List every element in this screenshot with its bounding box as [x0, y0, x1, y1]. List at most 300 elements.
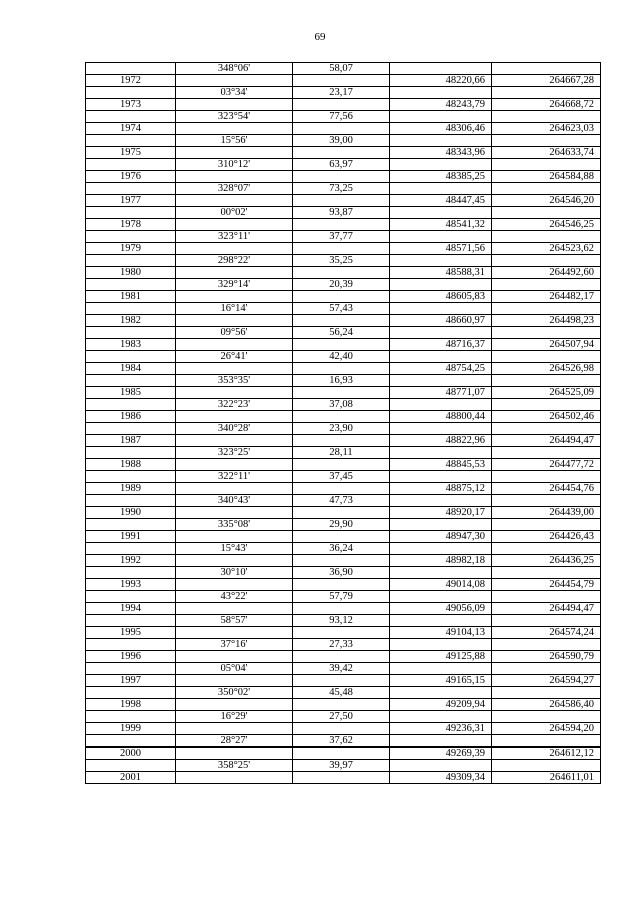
x-coordinate-cell — [390, 399, 492, 411]
x-coordinate-cell — [390, 471, 492, 483]
distance-cell — [293, 483, 390, 495]
bearing-cell — [176, 603, 293, 615]
bearing-cell: 323°54' — [176, 111, 293, 123]
y-coordinate-cell — [492, 543, 601, 555]
bearing-cell — [176, 579, 293, 591]
distance-cell: 37,08 — [293, 399, 390, 411]
y-coordinate-cell — [492, 591, 601, 603]
x-coordinate-cell — [390, 327, 492, 339]
y-coordinate-cell — [492, 495, 601, 507]
year-cell: 1998 — [86, 699, 176, 711]
y-coordinate-cell: 264498,23 — [492, 315, 601, 327]
year-cell — [86, 663, 176, 675]
bearing-cell — [176, 531, 293, 543]
distance-cell: 23,17 — [293, 87, 390, 99]
x-coordinate-cell: 49104,13 — [390, 627, 492, 639]
bearing-cell: 58°57' — [176, 615, 293, 627]
y-coordinate-cell: 264584,88 — [492, 171, 601, 183]
bearing-cell: 348°06' — [176, 63, 293, 75]
year-cell — [86, 423, 176, 435]
table-row — [86, 760, 601, 772]
distance-cell: 57,43 — [293, 303, 390, 315]
x-coordinate-cell: 48800,44 — [390, 411, 492, 423]
bearing-cell: 323°25' — [176, 447, 293, 459]
y-coordinate-cell: 264507,94 — [492, 339, 601, 351]
distance-cell: 37,62 — [293, 735, 390, 748]
table-row — [86, 615, 601, 627]
x-coordinate-cell: 48447,45 — [390, 195, 492, 207]
x-coordinate-cell: 49165,15 — [390, 675, 492, 687]
table-row — [86, 675, 601, 687]
bearing-cell — [176, 99, 293, 111]
table-row — [86, 591, 601, 603]
x-coordinate-cell — [390, 423, 492, 435]
distance-cell — [293, 435, 390, 447]
x-coordinate-cell — [390, 447, 492, 459]
table-row — [86, 772, 601, 784]
year-cell: 1993 — [86, 579, 176, 591]
distance-cell: 56,24 — [293, 327, 390, 339]
table-row — [86, 87, 601, 99]
year-cell: 1978 — [86, 219, 176, 231]
x-coordinate-cell — [390, 207, 492, 219]
x-coordinate-cell: 48982,18 — [390, 555, 492, 567]
table-row — [86, 375, 601, 387]
x-coordinate-cell: 48660,97 — [390, 315, 492, 327]
distance-cell: 36,24 — [293, 543, 390, 555]
y-coordinate-cell — [492, 663, 601, 675]
y-coordinate-cell: 264482,17 — [492, 291, 601, 303]
distance-cell — [293, 507, 390, 519]
distance-cell — [293, 315, 390, 327]
table-row — [86, 327, 601, 339]
table-row — [86, 339, 601, 351]
bearing-cell — [176, 75, 293, 87]
y-coordinate-cell — [492, 159, 601, 171]
y-coordinate-cell — [492, 183, 601, 195]
bearing-cell — [176, 195, 293, 207]
year-cell: 1997 — [86, 675, 176, 687]
bearing-cell: 00°02' — [176, 207, 293, 219]
year-cell — [86, 543, 176, 555]
distance-cell: 57,79 — [293, 591, 390, 603]
distance-cell — [293, 75, 390, 87]
table-row — [86, 387, 601, 399]
x-coordinate-cell — [390, 615, 492, 627]
year-cell — [86, 471, 176, 483]
table-row — [86, 747, 601, 760]
distance-cell — [293, 772, 390, 784]
year-cell: 2000 — [86, 747, 176, 760]
coordinates-table-body — [86, 63, 601, 784]
year-cell: 1974 — [86, 123, 176, 135]
year-cell: 1981 — [86, 291, 176, 303]
table-row — [86, 195, 601, 207]
y-coordinate-cell — [492, 135, 601, 147]
x-coordinate-cell — [390, 63, 492, 75]
y-coordinate-cell — [492, 111, 601, 123]
year-cell: 1990 — [86, 507, 176, 519]
year-cell — [86, 567, 176, 579]
year-cell — [86, 351, 176, 363]
distance-cell — [293, 147, 390, 159]
y-coordinate-cell — [492, 87, 601, 99]
distance-cell — [293, 219, 390, 231]
year-cell: 1976 — [86, 171, 176, 183]
bearing-cell: 310°12' — [176, 159, 293, 171]
bearing-cell — [176, 675, 293, 687]
y-coordinate-cell: 264439,00 — [492, 507, 601, 519]
bearing-cell — [176, 363, 293, 375]
x-coordinate-cell — [390, 231, 492, 243]
table-row — [86, 363, 601, 375]
year-cell: 1987 — [86, 435, 176, 447]
table-row — [86, 111, 601, 123]
table-row — [86, 99, 601, 111]
table-row — [86, 519, 601, 531]
bearing-cell — [176, 747, 293, 760]
bearing-cell — [176, 267, 293, 279]
y-coordinate-cell: 264590,79 — [492, 651, 601, 663]
x-coordinate-cell — [390, 591, 492, 603]
year-cell — [86, 327, 176, 339]
table-row — [86, 603, 601, 615]
year-cell — [86, 519, 176, 531]
table-row — [86, 567, 601, 579]
distance-cell: 37,77 — [293, 231, 390, 243]
year-cell: 1984 — [86, 363, 176, 375]
year-cell — [86, 495, 176, 507]
y-coordinate-cell: 264494,47 — [492, 435, 601, 447]
year-cell: 1983 — [86, 339, 176, 351]
y-coordinate-cell: 264477,72 — [492, 459, 601, 471]
year-cell: 1999 — [86, 723, 176, 735]
table-row — [86, 399, 601, 411]
y-coordinate-cell — [492, 375, 601, 387]
table-row — [86, 687, 601, 699]
y-coordinate-cell — [492, 231, 601, 243]
distance-cell: 16,93 — [293, 375, 390, 387]
distance-cell: 39,00 — [293, 135, 390, 147]
year-cell: 1996 — [86, 651, 176, 663]
y-coordinate-cell — [492, 735, 601, 748]
y-coordinate-cell: 264494,47 — [492, 603, 601, 615]
table-row — [86, 495, 601, 507]
bearing-cell: 340°28' — [176, 423, 293, 435]
year-cell — [86, 87, 176, 99]
x-coordinate-cell: 48875,12 — [390, 483, 492, 495]
distance-cell — [293, 603, 390, 615]
year-cell — [86, 63, 176, 75]
bearing-cell: 28°27' — [176, 735, 293, 748]
y-coordinate-cell — [492, 447, 601, 459]
x-coordinate-cell: 49236,31 — [390, 723, 492, 735]
bearing-cell — [176, 411, 293, 423]
y-coordinate-cell: 264454,79 — [492, 579, 601, 591]
bearing-cell: 335°08' — [176, 519, 293, 531]
bearing-cell: 37°16' — [176, 639, 293, 651]
year-cell: 1973 — [86, 99, 176, 111]
table-row — [86, 231, 601, 243]
distance-cell — [293, 627, 390, 639]
distance-cell: 63,97 — [293, 159, 390, 171]
bearing-cell: 30°10' — [176, 567, 293, 579]
distance-cell — [293, 699, 390, 711]
year-cell: 1994 — [86, 603, 176, 615]
distance-cell: 42,40 — [293, 351, 390, 363]
x-coordinate-cell: 48220,66 — [390, 75, 492, 87]
table-row — [86, 639, 601, 651]
year-cell: 1995 — [86, 627, 176, 639]
year-cell: 1988 — [86, 459, 176, 471]
y-coordinate-cell: 264633,74 — [492, 147, 601, 159]
table-row — [86, 351, 601, 363]
y-coordinate-cell: 264436,25 — [492, 555, 601, 567]
x-coordinate-cell — [390, 159, 492, 171]
x-coordinate-cell — [390, 567, 492, 579]
bearing-cell: 15°56' — [176, 135, 293, 147]
table-row — [86, 531, 601, 543]
x-coordinate-cell — [390, 183, 492, 195]
table-row — [86, 543, 601, 555]
table-row — [86, 723, 601, 735]
coordinates-table — [85, 62, 601, 784]
x-coordinate-cell — [390, 375, 492, 387]
bearing-cell: 05°04' — [176, 663, 293, 675]
year-cell: 1985 — [86, 387, 176, 399]
distance-cell — [293, 651, 390, 663]
distance-cell: 93,87 — [293, 207, 390, 219]
y-coordinate-cell — [492, 639, 601, 651]
bearing-cell — [176, 291, 293, 303]
year-cell — [86, 375, 176, 387]
bearing-cell: 298°22' — [176, 255, 293, 267]
bearing-cell — [176, 171, 293, 183]
y-coordinate-cell: 264667,28 — [492, 75, 601, 87]
year-cell: 1975 — [86, 147, 176, 159]
distance-cell — [293, 123, 390, 135]
table-row — [86, 411, 601, 423]
table-row — [86, 735, 601, 748]
table-row — [86, 267, 601, 279]
table-row — [86, 291, 601, 303]
bearing-cell: 15°43' — [176, 543, 293, 555]
y-coordinate-cell — [492, 519, 601, 531]
distance-cell: 23,90 — [293, 423, 390, 435]
distance-cell: 73,25 — [293, 183, 390, 195]
bearing-cell — [176, 627, 293, 639]
y-coordinate-cell — [492, 423, 601, 435]
x-coordinate-cell: 48571,56 — [390, 243, 492, 255]
year-cell — [86, 735, 176, 748]
year-cell — [86, 279, 176, 291]
year-cell — [86, 591, 176, 603]
table-row — [86, 207, 601, 219]
x-coordinate-cell: 48541,32 — [390, 219, 492, 231]
bearing-cell: 350°02' — [176, 687, 293, 699]
y-coordinate-cell: 264611,01 — [492, 772, 601, 784]
bearing-cell — [176, 772, 293, 784]
table-row — [86, 627, 601, 639]
x-coordinate-cell — [390, 255, 492, 267]
y-coordinate-cell: 264586,40 — [492, 699, 601, 711]
x-coordinate-cell: 48822,96 — [390, 435, 492, 447]
y-coordinate-cell: 264526,98 — [492, 363, 601, 375]
table-row — [86, 663, 601, 675]
table-row — [86, 135, 601, 147]
distance-cell — [293, 195, 390, 207]
year-cell — [86, 111, 176, 123]
bearing-cell: 323°11' — [176, 231, 293, 243]
y-coordinate-cell: 264525,09 — [492, 387, 601, 399]
y-coordinate-cell — [492, 711, 601, 723]
x-coordinate-cell — [390, 687, 492, 699]
bearing-cell: 09°56' — [176, 327, 293, 339]
bearing-cell: 322°23' — [176, 399, 293, 411]
y-coordinate-cell — [492, 207, 601, 219]
y-coordinate-cell: 264546,20 — [492, 195, 601, 207]
bearing-cell: 340°43' — [176, 495, 293, 507]
year-cell — [86, 255, 176, 267]
x-coordinate-cell: 48771,07 — [390, 387, 492, 399]
distance-cell: 20,39 — [293, 279, 390, 291]
year-cell: 1977 — [86, 195, 176, 207]
y-coordinate-cell: 264454,76 — [492, 483, 601, 495]
year-cell: 2001 — [86, 772, 176, 784]
bearing-cell — [176, 387, 293, 399]
x-coordinate-cell: 48716,37 — [390, 339, 492, 351]
distance-cell — [293, 99, 390, 111]
bearing-cell: 353°35' — [176, 375, 293, 387]
table-row — [86, 75, 601, 87]
y-coordinate-cell: 264668,72 — [492, 99, 601, 111]
bearing-cell: 43°22' — [176, 591, 293, 603]
bearing-cell — [176, 723, 293, 735]
bearing-cell — [176, 483, 293, 495]
bearing-cell — [176, 123, 293, 135]
distance-cell: 58,07 — [293, 63, 390, 75]
distance-cell: 39,42 — [293, 663, 390, 675]
distance-cell — [293, 291, 390, 303]
bearing-cell: 322°11' — [176, 471, 293, 483]
table-row — [86, 63, 601, 75]
table-row — [86, 279, 601, 291]
table-row — [86, 447, 601, 459]
table-row — [86, 147, 601, 159]
distance-cell — [293, 675, 390, 687]
year-cell — [86, 615, 176, 627]
x-coordinate-cell: 48588,31 — [390, 267, 492, 279]
distance-cell: 93,12 — [293, 615, 390, 627]
x-coordinate-cell — [390, 495, 492, 507]
table-row — [86, 471, 601, 483]
table-row — [86, 255, 601, 267]
distance-cell — [293, 171, 390, 183]
distance-cell — [293, 411, 390, 423]
distance-cell — [293, 579, 390, 591]
x-coordinate-cell: 49269,39 — [390, 747, 492, 760]
y-coordinate-cell — [492, 327, 601, 339]
distance-cell — [293, 459, 390, 471]
x-coordinate-cell — [390, 87, 492, 99]
bearing-cell — [176, 315, 293, 327]
year-cell: 1980 — [86, 267, 176, 279]
distance-cell: 28,11 — [293, 447, 390, 459]
year-cell — [86, 135, 176, 147]
year-cell — [86, 711, 176, 723]
distance-cell — [293, 747, 390, 760]
y-coordinate-cell — [492, 255, 601, 267]
bearing-cell: 328°07' — [176, 183, 293, 195]
y-coordinate-cell — [492, 760, 601, 772]
distance-cell — [293, 531, 390, 543]
y-coordinate-cell — [492, 63, 601, 75]
x-coordinate-cell: 48306,46 — [390, 123, 492, 135]
distance-cell: 39,97 — [293, 760, 390, 772]
x-coordinate-cell: 48845,53 — [390, 459, 492, 471]
bearing-cell: 329°14' — [176, 279, 293, 291]
bearing-cell: 26°41' — [176, 351, 293, 363]
table-row — [86, 303, 601, 315]
x-coordinate-cell — [390, 519, 492, 531]
distance-cell — [293, 267, 390, 279]
bearing-cell: 16°29' — [176, 711, 293, 723]
table-row — [86, 171, 601, 183]
y-coordinate-cell — [492, 567, 601, 579]
x-coordinate-cell — [390, 543, 492, 555]
y-coordinate-cell — [492, 687, 601, 699]
year-cell — [86, 207, 176, 219]
x-coordinate-cell — [390, 760, 492, 772]
x-coordinate-cell — [390, 735, 492, 748]
table-row — [86, 183, 601, 195]
x-coordinate-cell — [390, 303, 492, 315]
bearing-cell — [176, 339, 293, 351]
bearing-cell — [176, 243, 293, 255]
table-row — [86, 315, 601, 327]
distance-cell — [293, 387, 390, 399]
year-cell: 1992 — [86, 555, 176, 567]
distance-cell: 29,90 — [293, 519, 390, 531]
year-cell: 1986 — [86, 411, 176, 423]
x-coordinate-cell: 48243,79 — [390, 99, 492, 111]
year-cell — [86, 303, 176, 315]
distance-cell — [293, 555, 390, 567]
y-coordinate-cell: 264502,46 — [492, 411, 601, 423]
table-row — [86, 483, 601, 495]
y-coordinate-cell: 264623,03 — [492, 123, 601, 135]
page-number: 69 — [314, 31, 326, 43]
x-coordinate-cell: 49056,09 — [390, 603, 492, 615]
distance-cell — [293, 363, 390, 375]
table-row — [86, 507, 601, 519]
x-coordinate-cell: 49309,34 — [390, 772, 492, 784]
bearing-cell — [176, 435, 293, 447]
bearing-cell — [176, 459, 293, 471]
y-coordinate-cell — [492, 303, 601, 315]
distance-cell — [293, 339, 390, 351]
x-coordinate-cell — [390, 279, 492, 291]
bearing-cell — [176, 555, 293, 567]
distance-cell — [293, 243, 390, 255]
table-row — [86, 219, 601, 231]
x-coordinate-cell — [390, 111, 492, 123]
table-row — [86, 159, 601, 171]
distance-cell: 77,56 — [293, 111, 390, 123]
y-coordinate-cell: 264594,20 — [492, 723, 601, 735]
distance-cell: 37,45 — [293, 471, 390, 483]
bearing-cell: 03°34' — [176, 87, 293, 99]
